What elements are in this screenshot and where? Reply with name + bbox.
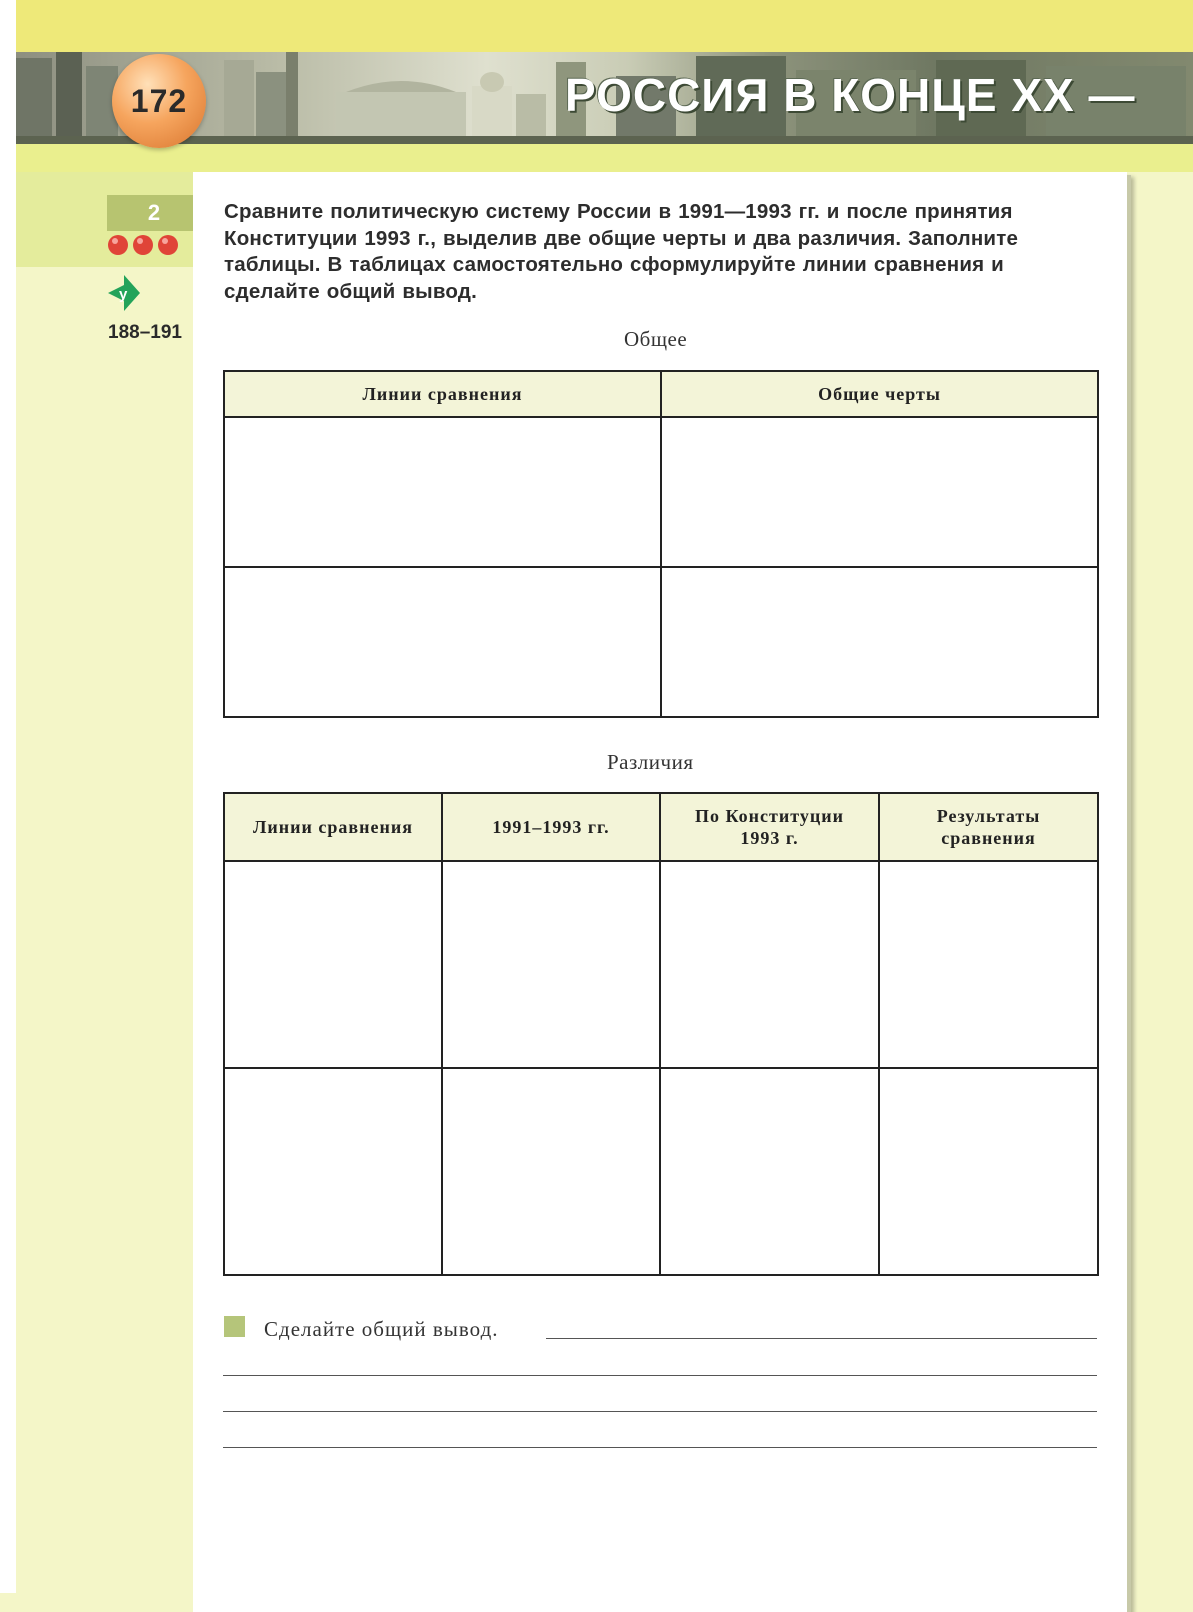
conclusion-label: Сделайте общий вывод. [264,1317,499,1341]
table-row [224,1068,1098,1275]
difficulty-dot [108,235,128,255]
difficulty-indicator [107,234,185,256]
table-cell[interactable] [224,1068,442,1275]
task-number-box [107,195,207,231]
top-band [16,0,1193,56]
task-instructions: Сравните политическую систему России в 1991—1993 гг. и после принятия Конституции 1993 г., выделив две общие черты и два различия. Заполните таблицы. В таблицах самостоятельно сформулируйте линии сравнения и сделайте общий вывод. [224,200,1019,303]
column-header: Общие черты [661,371,1098,417]
page-number: 172 [130,82,188,119]
difficulty-dot [158,235,178,255]
table-cell[interactable] [661,567,1098,717]
difficulty-dot [133,235,153,255]
column-header: Линии сравнения [224,371,661,417]
textbook-page-reference: 188–191 [108,322,182,343]
page-number-badge [112,54,206,148]
table-header-row [224,371,1098,417]
page-gutter [0,0,16,1593]
column-header: Линии сравнения [224,793,442,861]
differences-table [223,792,1099,1276]
table-cell[interactable] [442,861,660,1068]
table-cell[interactable] [879,1068,1098,1275]
common-table [223,370,1099,718]
svg-text:у: у [119,286,128,303]
differences-table-caption: Различия [607,750,694,774]
table-cell[interactable] [224,861,442,1068]
column-header: 1991–1993 гг. [442,793,660,861]
textbook-link-icon [107,274,141,312]
table-cell[interactable] [224,567,661,717]
chapter-title: РОССИЯ В КОНЦЕ XX — [565,69,1136,121]
column-header: По Конституции 1993 г. [660,793,879,861]
table-cell[interactable] [442,1068,660,1275]
answer-line[interactable] [546,1338,1097,1339]
column-header: Результаты сравнения [879,793,1098,861]
conclusion-marker [224,1316,245,1337]
task-number: 2 [147,200,161,225]
table-cell[interactable] [660,1068,879,1275]
table-row [224,861,1098,1068]
table-row [224,567,1098,717]
header-accent-strip [16,144,1193,172]
table-cell[interactable] [879,861,1098,1068]
answer-line[interactable] [223,1447,1097,1448]
table-cell[interactable] [224,417,661,567]
table-cell[interactable] [660,861,879,1068]
answer-line[interactable] [223,1375,1097,1376]
answer-line[interactable] [223,1411,1097,1412]
table-cell[interactable] [661,417,1098,567]
table-header-row [224,793,1098,861]
common-table-caption: Общее [624,327,688,351]
table-row [224,417,1098,567]
